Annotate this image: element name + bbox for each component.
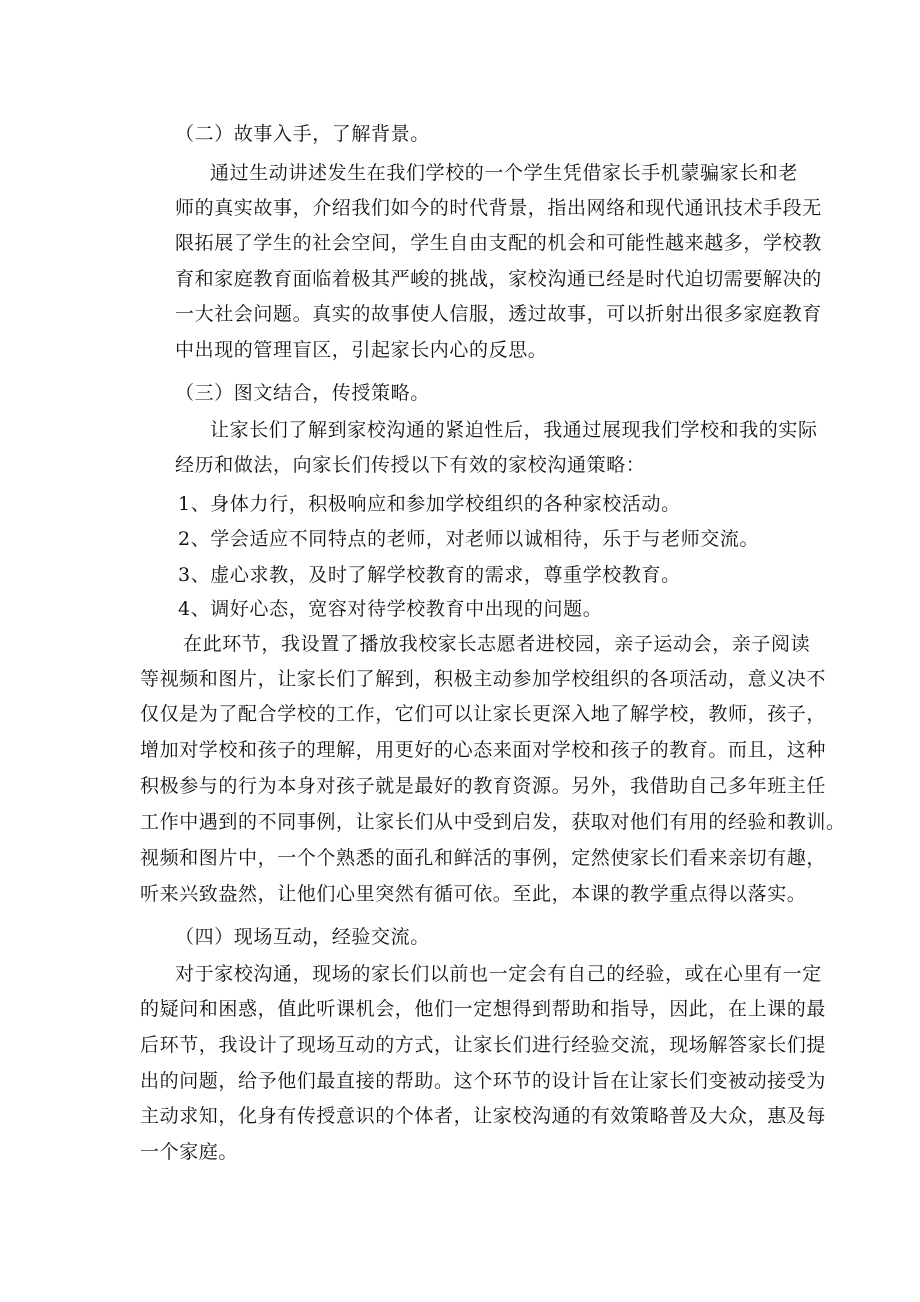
paragraph-line: 主动求知，化身有传授意识的个体者，让家校沟通的有效策略普及大众，惠及每 [140,1105,827,1127]
paragraph-line: 增加对学校和孩子的理解，用更好的心态来面对学校和孩子的教育。而且，这种 [140,739,827,761]
paragraph-line: 师的真实故事，介绍我们如今的时代背景，指出网络和现代通讯技术手段无 [175,197,822,219]
section-heading: （四）现场互动，经验交流。 [175,926,430,948]
paragraph-line: 限拓展了学生的社会空间，学生自由支配的机会和可能性越来越多，学校教 [175,232,822,254]
paragraph-line: 视频和图片中，一个个熟悉的面孔和鲜活的事例，定然使家长们看来亲切有趣， [140,847,827,869]
paragraph-line: 出的问题，给予他们最直接的帮助。这个环节的设计旨在让家长们变被动接受为 [140,1070,827,1092]
paragraph-line: 工作中遇到的不同事例，让家长们从中受到启发，获取对他们有用的经验和教训。 [140,811,846,833]
strategy-item: 4、调好心态，宽容对待学校教育中出现的问题。 [178,598,603,620]
paragraph-line: 让家长们了解到家校沟通的紧迫性后，我通过展现我们学校和我的实际 [210,419,818,441]
paragraph-line: 听来兴致盎然，让他们心里突然有循可依。至此，本课的教学重点得以落实。 [140,883,807,905]
paragraph-line: 在此环节，我设置了播放我校家长志愿者进校园，亲子运动会，亲子阅读 [183,633,811,655]
paragraph-line: 通过生动讲述发生在我们学校的一个学生凭借家长手机蒙骗家长和老 [210,162,799,184]
paragraph-line: 积极参与的行为本身对孩子就是最好的教育资源。另外，我借助自己多年班主任 [140,775,827,797]
paragraph-line: 后环节，我设计了现场互动的方式，让家长们进行经验交流，现场解答家长们提 [140,1034,827,1056]
strategy-item: 1、身体力行，积极响应和参加学校组织的各种家校活动。 [178,493,681,515]
paragraph-line: 经历和做法，向家长们传授以下有效的家校沟通策略： [175,454,646,476]
section-heading: （二）故事入手，了解背景。 [175,123,430,145]
paragraph-line: 的疑问和困惑，值此听课机会，他们一定想得到帮助和指导，因此，在上课的最 [140,998,827,1020]
paragraph-line: 等视频和图片，让家长们了解到，积极主动参加学校组织的各项活动，意义决不 [140,668,827,690]
section-heading: （三）图文结合，传授策略。 [175,382,430,404]
strategy-item: 3、虚心求教，及时了解学校教育的需求，尊重学校教育。 [178,564,681,586]
paragraph-line: 中出现的管理盲区，引起家长内心的反思。 [175,339,548,361]
paragraph-line: 对于家校沟通，现场的家长们以前也一定会有自己的经验，或在心里有一定 [175,963,822,985]
paragraph-line: 一个家庭。 [140,1141,239,1163]
paragraph-line: 一大社会问题。真实的故事使人信服，透过故事，可以折射出很多家庭教育 [175,303,822,325]
strategy-item: 2、学会适应不同特点的老师，对老师以诚相待，乐于与老师交流。 [178,528,760,550]
paragraph-line: 育和家庭教育面临着极其严峻的挑战，家校沟通已经是时代迫切需要解决的 [175,268,822,290]
paragraph-line: 仅仅是为了配合学校的工作，它们可以让家长更深入地了解学校，教师，孩子， [140,703,827,725]
